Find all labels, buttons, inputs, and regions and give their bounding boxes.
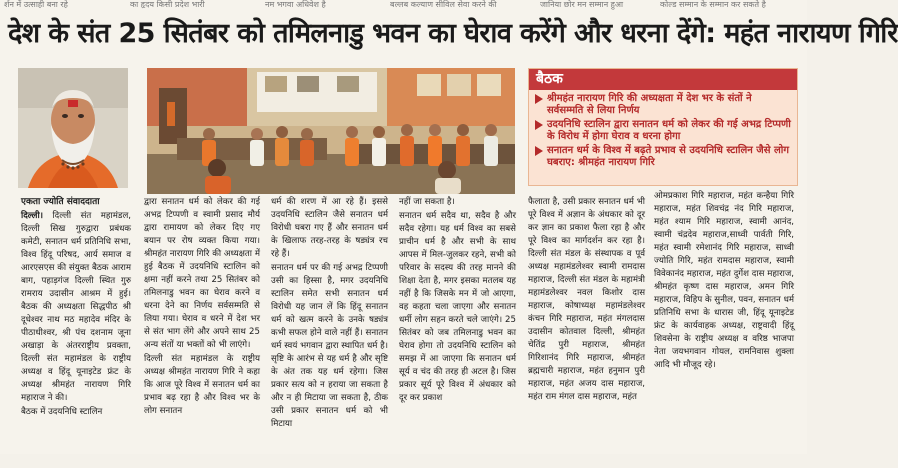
strip-fragment: र्शन में उत्साही बना रहे <box>4 0 68 9</box>
highlight-item <box>535 119 791 143</box>
triangle-bullet-icon <box>535 94 543 104</box>
article-paragraph: दिल्ली संत महामंडल के राष्ट्रीय अध्यक्ष श्रीमहंत नारायण गिरि ने कहा कि आज पूरे विश्व में सनातन धर्म का प्रभाव बढ़ रहा है और विश्व भर के लोग सनातन <box>144 354 260 416</box>
highlight-text: श्रीमहंत नारायण गिरि की अध्यक्षता में देश भर के संतों ने सर्वसम्मति से लिया निर्णय <box>547 93 752 116</box>
strip-fragment: कोल्ड सम्मान के सम्मान कर सकते है <box>660 0 766 9</box>
article-paragraph: सनातन धर्म पर की गई अभद्र टिप्पणी उसी का हिस्सा है, मगर उदयनिधि स्टालिन समेत सभी सनातन धर्म विरोधी यह जान लें कि हिंदू सनातन धर्म को खत्म करने के उनके षड्यंत्र कभी सफल होने वाले नहीं हैं। सनातन धर्म स्वयं भगवान द्वारा स्थापित धर्म है। सृष्टि के आरंभ से यह धर्म है और सृष्टि के अंत तक यह धर्म रहेगा। जिस प्रकार सत्य को न हराया जा सकता है और न ही मिटाया जा सकता है, ठीक उसी प्रकार सनातन धर्म को भी मिटाया <box>271 263 388 429</box>
strip-fragment: का हृदय किसी प्रदेश भारी <box>130 0 205 9</box>
box-title: बैठक <box>529 69 797 90</box>
article-paragraph: धर्म की शरण में आ रहे हैं। इससे उदयनिधि स्टालिन जैसे सनातन धर्म विरोधी घबरा गए हैं और सनातन धर्म के खिलाफ तरह-तरह के षड्यंत्र रच रहे हैं। <box>271 197 388 259</box>
article-column-5 <box>528 196 645 454</box>
article-paragraph: द्वारा सनातन धर्म को लेकर की गई अभद्र टिप्पणी व स्वामी प्रसाद मौर्य द्वारा रामायण को लेकर दिए गए बयान पर रोष व्यक्त किया गया। श्रीमहंत नारायण गिरि की अध्यक्षता में हुई बैठक में उदयनिधि स्टालिन को क्षमा नहीं करने तथा 25 सितंबर को तमिलनाडु भवन का घेराव करने व धरना देने का निर्णय सर्वसम्मति से लिया गया। घेराव व धरने में देश भर से संत भाग लेंगे और अपने साथ 25 अन्य संतों या भक्तों को भी लाएंगे। <box>144 197 260 350</box>
byline: एकता ज्योति संवाददाता <box>21 197 100 207</box>
highlights-list <box>529 90 797 169</box>
meeting-photo <box>147 68 515 194</box>
highlight-text: उदयनिधि स्टालिन द्वारा सनातन धर्म को लेकर की गई अभद्र टिप्पणी के विरोध में होगा घेराव व धरना होगा <box>547 119 791 142</box>
strip-fragment: जानिया छोर मन सम्मान हुआ <box>540 0 624 9</box>
triangle-bullet-icon <box>535 120 543 130</box>
article-paragraph: ओमप्रकाश गिरि महाराज, महंत कन्हैया गिरि महाराज, महंत शिवचंद्र नंद गिरि महाराज, महंत श्याम गिरि महाराज, स्वामी आनंद, स्वामी चंद्रदेव महाराज,साध्वी पार्वती गिरि, महंत स्वामी रमेशानंद गिरि महाराज, साध्वी ज्योति गिरि, महंत रामदास महाराज, स्वामी विवेकानंद महाराज, महंत दुर्गेश दास महाराज, श्रीमहंत कृष्ण दास महाराज, अमन गिरि महाराज, विहिप के सुनील, पवन, सनातन धर्म प्रतिनिधि सभा के धारास जी, हिंदू यूनाइटेड फ्रंट के कार्यवाहक अध्यक्ष, राष्ट्रवादी हिंदू शिवसेना के राष्ट्रीय अध्यक्ष व वरिष्ठ भाजपा नेता जयभगवान गोयल, रामनिवास शुक्ला आदि भी मौजूद रहे। <box>654 191 794 370</box>
top-strip <box>0 0 807 12</box>
highlight-item <box>535 93 791 117</box>
strip-fragment: नम भगवा अधिवेश है <box>265 0 326 9</box>
portrait-illustration <box>18 68 128 188</box>
article-column-1 <box>21 210 131 468</box>
portrait-photo <box>18 68 128 188</box>
article-paragraph <box>21 210 131 405</box>
meeting-illustration <box>147 68 515 194</box>
strip-fragment: बल्लब कल्याण सीविल सेवा करने की <box>390 0 497 9</box>
highlight-item <box>535 145 791 169</box>
article-paragraph: नहीं जा सकता है। <box>399 197 455 207</box>
triangle-bullet-icon <box>535 146 543 156</box>
article-column-3 <box>271 196 388 454</box>
meeting-highlights-box <box>528 68 798 186</box>
article-column-6 <box>654 190 794 448</box>
article-paragraph: सनातन धर्म सदैव था, सदैव है और सदैव रहेगा। यह धर्म विश्व का सबसे प्राचीन धर्म है और सभी के साथ आपस में मिल-जुलकर रहने, सभी को परिवार के सदस्य की तरह मानने की शिक्षा देता है, मगर इसका मतलब यह नहीं है कि जिसके मन में जो आएगा, वह कहता चला जाएगा और सनातन धर्मी लोग सहन करते चले जाएंगे। 25 सितंबर को जब तमिलनाडु भवन का घेराव होगा तो उदयनिधि स्टालिन को समझ में आ जाएगा कि सनातन धर्म सूर्य व चंद की तरह ही अटल है। जिस प्रकार सूर्य पूरे विश्व में अंधकार को दूर कर प्रकाश <box>399 211 516 403</box>
article-paragraph: फैलाता है, उसी प्रकार सनातन धर्म भी पूरे विश्व में अज्ञान के अंधकार को दूर कर ज्ञान का प्रकाश फैला रहा है और पूरे विश्व का मार्गदर्शन कर रहा है। दिल्ली संत मंडल के संस्थापक व पूर्व अध्यक्ष महामंडलेश्वर स्वामी रामदास महाराज, दिल्ली संत मंडल के महामंत्री महामंडलेश्वर नवल किशोर दास महाराज, कोषाध्यक्ष महामंडलेश्वर कंचन गिरि महाराज, महंत मंगलदास उदासीन कोतवाल दिल्ली, श्रीमहंत चेतिंद्र पुरी महाराज, श्रीमहंत गिरिशानंद गिरि महाराज, श्रीमहंत ब्रह्मचारी महाराज, महंत हनुमान पुरी महाराज, महंत अजय दास महाराज, महंत राम मंगल दास महाराज, महंत <box>528 197 645 402</box>
article-paragraph <box>21 406 131 419</box>
article-column-4 <box>399 196 516 454</box>
paragraph-text: दिल्ली संत महामंडल, दिल्ली सिख गुरुद्वारा प्रबंधक कमेटी, सनातन धर्म प्रतिनिधि सभा, विश्व हिंदू परिषद, आर्य समाज व आरएसएस की संयुक्त बैठक आराम बाग, पहाड़गंज दिल्ली स्थित गुरु रामराय उदासीन आश्रम में हुई। बैठक की अध्यक्षता सिद्धपीठ श्री दूधेश्वर नाथ मठ महादेव मंदिर के पीठाधीश्वर, श्री पंच दशनाम जूना अखाड़ा के अंतरराष्ट्रीय प्रवक्ता, दिल्ली संत महामंडल के राष्ट्रीय अध्यक्ष व हिंदू यूनाइटेड फ्रंट के अध्यक्ष श्रीमहंत नारायण गिरि महाराज ने की। <box>21 211 131 403</box>
paragraph-text: बैठक में उदयनिधि स्टालिन <box>21 407 103 417</box>
highlight-text: सनातन धर्म के विश्व में बढ़ते प्रभाव से उदयनिधि स्टालिन जैसे लोग घबराए: श्रीमहंत नारायण गिरि <box>547 145 789 168</box>
dateline: दिल्ली। <box>21 211 43 221</box>
article-column-2 <box>144 196 260 454</box>
headline: देश के संत 25 सितंबर को तमिलनाडु भवन का घेराव करेंगे और धरना देंगे: महंत नारायण गिरि <box>8 18 898 49</box>
